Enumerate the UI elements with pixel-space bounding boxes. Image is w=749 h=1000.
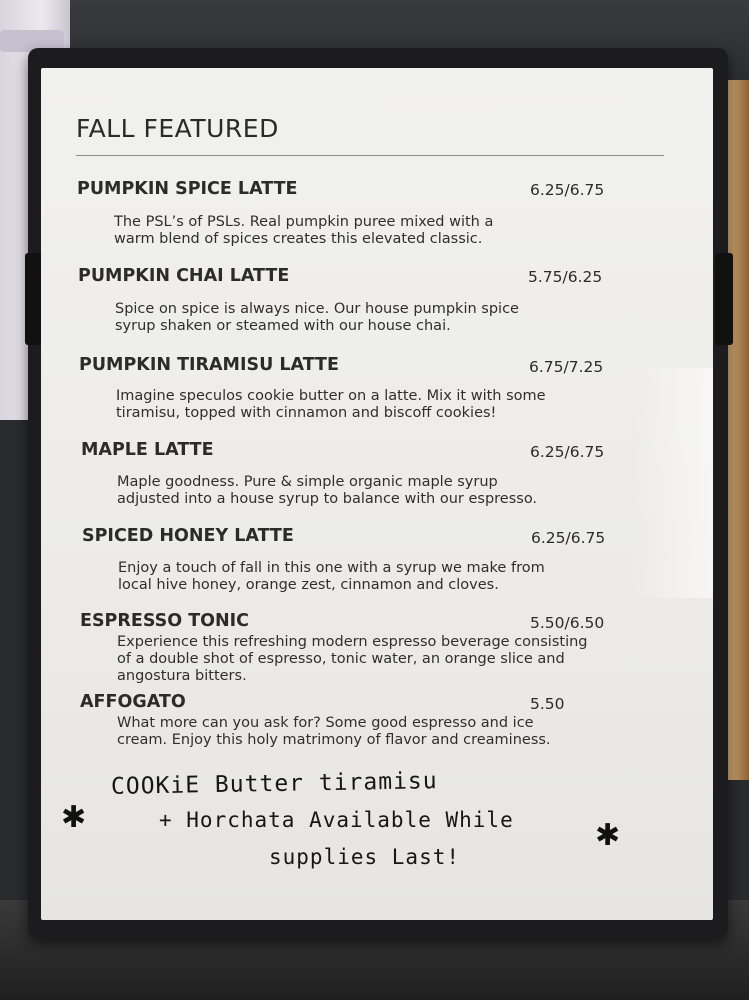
- item-description-pumpkin-tiramisu-latte: [116, 388, 691, 422]
- item-description-espresso-tonic: [117, 634, 692, 685]
- item-price-pumpkin-tiramisu-latte: 6.75/7.25: [529, 358, 604, 376]
- description-line: syrup shaken or steamed with our house chai.: [115, 318, 451, 334]
- item-name-maple-latte: MAPLE LATTE: [81, 440, 214, 460]
- handwritten-note-line-3: supplies Last!: [269, 845, 461, 869]
- item-description-affogato: [117, 715, 692, 749]
- item-price-espresso-tonic: 5.50/6.50: [530, 614, 605, 632]
- description-line: Experience this refreshing modern espresso beverage consisting: [117, 634, 588, 650]
- item-description-pumpkin-chai-latte: [115, 301, 690, 335]
- description-line: The PSL’s of PSLs. Real pumpkin puree mixed with a: [114, 214, 494, 230]
- asterisk-left-icon: ✱: [61, 800, 87, 835]
- description-line: Maple goodness. Pure & simple organic maple syrup: [117, 474, 498, 490]
- asterisk-right-icon: ✱: [595, 818, 621, 853]
- item-name-pumpkin-tiramisu-latte: PUMPKIN TIRAMISU LATTE: [79, 355, 339, 375]
- handwritten-note-line-1: COOKiE Butter tiramisu: [110, 768, 438, 800]
- item-description-maple-latte: [117, 474, 692, 508]
- description-line: of a double shot of espresso, tonic water, an orange slice and: [117, 651, 565, 667]
- item-name-affogato: AFFOGATO: [80, 692, 186, 712]
- menu-card: [41, 68, 713, 920]
- item-name-espresso-tonic: ESPRESSO TONIC: [80, 611, 250, 631]
- frame-clip-right: [715, 253, 733, 345]
- item-price-spiced-honey-latte: 6.25/6.75: [531, 529, 606, 547]
- description-line: Enjoy a touch of fall in this one with a syrup we make from: [118, 560, 545, 576]
- menu-heading: FALL FEATURED: [76, 114, 279, 143]
- description-line: warm blend of spices creates this elevated classic.: [114, 231, 483, 247]
- handwritten-note-line-2: + Horchata Available While: [159, 808, 514, 832]
- item-price-pumpkin-chai-latte: 5.75/6.25: [528, 268, 603, 286]
- item-description-pumpkin-spice-latte: [114, 214, 689, 248]
- item-description-spiced-honey-latte: [118, 560, 693, 594]
- heading-divider: [76, 155, 664, 156]
- item-name-pumpkin-spice-latte: PUMPKIN SPICE LATTE: [77, 179, 298, 199]
- light-glare: [633, 368, 713, 598]
- description-line: Spice on spice is always nice. Our house pumpkin spice: [115, 301, 519, 317]
- description-line: adjusted into a house syrup to balance with our espresso.: [117, 491, 538, 507]
- description-line: tiramisu, topped with cinnamon and biscoff cookies!: [116, 405, 497, 421]
- menu-sign-frame: [28, 48, 728, 938]
- item-name-pumpkin-chai-latte: PUMPKIN CHAI LATTE: [78, 266, 290, 286]
- item-price-affogato: 5.50: [530, 695, 565, 713]
- item-price-pumpkin-spice-latte: 6.25/6.75: [530, 181, 605, 199]
- description-line: Imagine speculos cookie butter on a latte. Mix it with some: [116, 388, 546, 404]
- description-line: angostura bitters.: [117, 668, 247, 684]
- description-line: What more can you ask for? Some good espresso and ice: [117, 715, 534, 731]
- item-price-maple-latte: 6.25/6.75: [530, 443, 605, 461]
- item-name-spiced-honey-latte: SPICED HONEY LATTE: [82, 526, 294, 546]
- description-line: local hive honey, orange zest, cinnamon and cloves.: [118, 577, 499, 593]
- description-line: cream. Enjoy this holy matrimony of flavor and creaminess.: [117, 732, 551, 748]
